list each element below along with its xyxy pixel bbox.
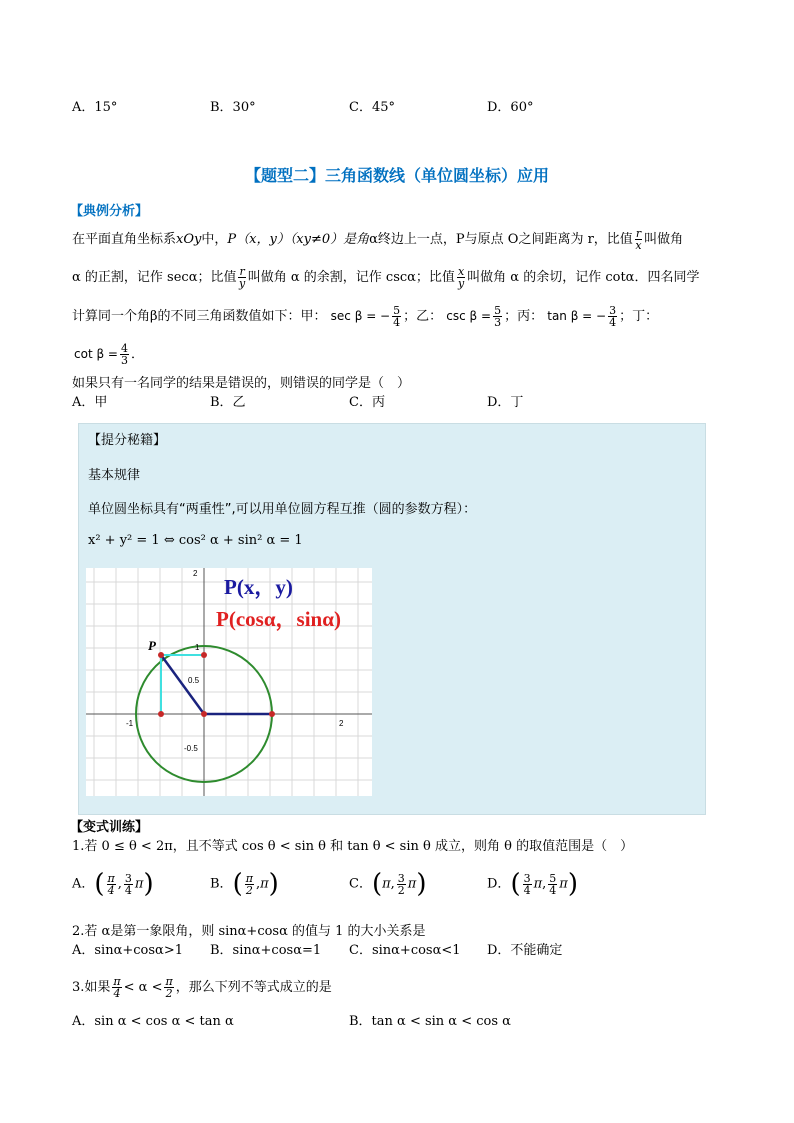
- option-a: A．15°: [72, 100, 118, 115]
- q2-text: 2.若 α是第一象限角，则 sinα+cosα 的值与 1 的大小关系是: [72, 924, 426, 939]
- q1-text: 1.若 0 ≤ θ < 2π，且不等式 cos θ < sin θ 和 tan θ < sin θ 成立，则角 θ 的取值范围是（ ）: [72, 839, 634, 854]
- fraction-5-3: [493, 305, 502, 328]
- q3-text: [72, 976, 332, 999]
- tick-y1: 1: [195, 643, 200, 652]
- text: 计算同一个角β的不同三角函数值如下：甲：: [72, 309, 327, 324]
- tick-y2: 2: [193, 569, 198, 578]
- paren-left: (: [94, 869, 105, 899]
- numerator: 3: [609, 304, 617, 317]
- jia-value: sec β = −: [330, 309, 391, 323]
- example-option-b: B．乙: [210, 395, 246, 410]
- example-option-a: A．甲: [72, 395, 108, 410]
- fraction: $\frac{\pi}{4}$: [107, 871, 115, 897]
- text: 叫做角 α 的余割，记作 cscα；比值: [247, 270, 455, 285]
- tick-y05: 0.5: [188, 676, 200, 685]
- q3-option-b: B．tan α < sin α < cos α: [349, 1014, 511, 1029]
- fraction-r-y: [238, 266, 245, 289]
- denominator: 4: [113, 987, 121, 1000]
- fraction-r-x: [635, 228, 642, 251]
- q2-option-d: D．不能确定: [487, 943, 563, 958]
- text: α终边上一点，P与原点 O之间距离为 r，比值: [369, 232, 633, 247]
- option-b: B．30°: [210, 100, 256, 115]
- text: ；丙：: [504, 309, 544, 324]
- text: ；乙：: [403, 309, 443, 324]
- point-origin: [201, 711, 207, 717]
- ding-value: cot β =: [74, 347, 118, 361]
- numerator: x: [457, 265, 465, 278]
- tick-x2: 2: [339, 719, 344, 728]
- denominator: 4: [609, 316, 617, 329]
- example-line-2: [72, 266, 699, 289]
- paren-left: (: [232, 869, 243, 899]
- text: ；丁：: [619, 309, 659, 324]
- yi-value: csc β =: [446, 309, 492, 323]
- text: < α <: [123, 980, 163, 995]
- fraction: $\frac{3}{2}$: [397, 871, 405, 897]
- q1-option-a: A．( $\frac{\pi}{4}$ , $\frac{3}{4}$ π): [72, 869, 154, 899]
- practice-tag: 【变式训练】: [70, 820, 149, 835]
- paren-left: (: [371, 869, 383, 899]
- text: ．: [131, 347, 145, 362]
- paren-right: ): [416, 869, 427, 899]
- fraction: $\frac{3}{4}$: [523, 871, 531, 897]
- tips-tag: 【提分秘籍】: [88, 433, 167, 448]
- label-pcos-sin: P(cosα，sinα): [216, 607, 341, 631]
- example-line-1: [72, 228, 683, 251]
- example-option-c: C．丙: [349, 395, 385, 410]
- paren-left: (: [510, 869, 521, 899]
- numerator: 5: [393, 304, 401, 317]
- option-label: A．: [72, 876, 95, 892]
- point-y: [201, 652, 207, 658]
- option-label: D．: [487, 876, 511, 892]
- fraction: $\frac{3}{4}$: [124, 871, 132, 897]
- denominator: 3: [121, 354, 128, 367]
- fraction: $\frac{5}{4}$: [549, 871, 557, 897]
- denominator: y: [238, 277, 246, 290]
- numerator: 4: [121, 342, 128, 355]
- text: 叫做角 α 的余切，记作 cotα．四名同学: [467, 270, 700, 285]
- paren-right: ): [567, 869, 578, 899]
- fraction-4-3: [120, 343, 129, 366]
- q1-option-b: B．( $\frac{\pi}{2}$ ,π): [210, 869, 279, 899]
- tips-formula: x² + y² = 1 ⇔ cos² α + sin² α = 1: [88, 533, 303, 548]
- denominator: 3: [494, 316, 502, 329]
- text: α 的正割，记作 secα；比值: [72, 270, 237, 285]
- paren-right: ): [143, 869, 154, 899]
- point-p: [158, 652, 164, 658]
- figure-background: [86, 568, 372, 796]
- option-c: C．45°: [349, 100, 395, 115]
- example-option-d: D．丁: [487, 395, 524, 410]
- text: 在平面直角坐标系: [72, 232, 177, 247]
- denominator: y: [457, 277, 465, 290]
- text: ，那么下列不等式成立的是: [175, 980, 332, 995]
- numerator: r: [635, 227, 642, 240]
- tips-desc: 单位圆坐标具有“两重性”,可以用单位圆方程互推（圆的参数方程）：: [88, 502, 477, 517]
- denominator: 2: [165, 987, 173, 1000]
- text: P（x，y）（xy≠0）是角: [227, 232, 370, 247]
- q2-option-b: B．sinα+cosα=1: [210, 943, 322, 958]
- q1-option-d: D．( $\frac{3}{4}$ π, $\frac{5}{4}$ π): [487, 869, 578, 899]
- q2-option-a: A．sinα+cosα>1: [72, 943, 183, 958]
- denominator: x: [635, 239, 642, 252]
- unit-circle-figure: [86, 568, 372, 796]
- fraction: $\frac{\pi}{2}$: [245, 871, 253, 897]
- numerator: π: [113, 975, 121, 988]
- option-label: B．: [210, 876, 233, 892]
- tick-yn05: -0.5: [184, 744, 198, 753]
- bing-value: tan β = −: [547, 309, 607, 323]
- point-x: [158, 711, 164, 717]
- text: 3.如果: [72, 980, 111, 995]
- numerator: 5: [494, 304, 502, 317]
- example-tag: 【典例分析】: [70, 204, 149, 219]
- point-one: [269, 711, 275, 717]
- fraction-pi-2: [164, 976, 173, 999]
- q2-option-c: C．sinα+cosα<1: [349, 943, 461, 958]
- label-pxy: P(x，y): [224, 575, 293, 599]
- numerator: π: [165, 975, 173, 988]
- q3-option-a: A．sin α < cos α < tan α: [72, 1014, 234, 1029]
- denominator: 4: [393, 316, 401, 329]
- text: 中，: [201, 232, 228, 247]
- text: 叫做角: [644, 232, 684, 247]
- option-label: C．: [349, 876, 372, 892]
- example-line-3: [72, 305, 658, 328]
- q1-option-c: C．(π, $\frac{3}{2}$ π): [349, 869, 427, 899]
- text: xOy: [176, 232, 202, 247]
- option-d: D．60°: [487, 100, 534, 115]
- tick-xn1: -1: [126, 719, 134, 728]
- fraction-pi-4: [112, 976, 121, 999]
- fraction-5-4: [392, 305, 401, 328]
- paren-right: ): [268, 869, 279, 899]
- section-title: 【题型二】三角函数线（单位圆坐标）应用: [244, 166, 549, 185]
- example-line-4: [74, 343, 144, 366]
- example-question: 如果只有一名同学的结果是错误的，则错误的同学是（ ）: [72, 376, 411, 391]
- fraction-3-4: [608, 305, 617, 328]
- label-p: P: [148, 638, 156, 653]
- numerator: r: [239, 265, 245, 278]
- tips-rule: 基本规律: [88, 468, 141, 483]
- fraction-x-y: [457, 266, 465, 289]
